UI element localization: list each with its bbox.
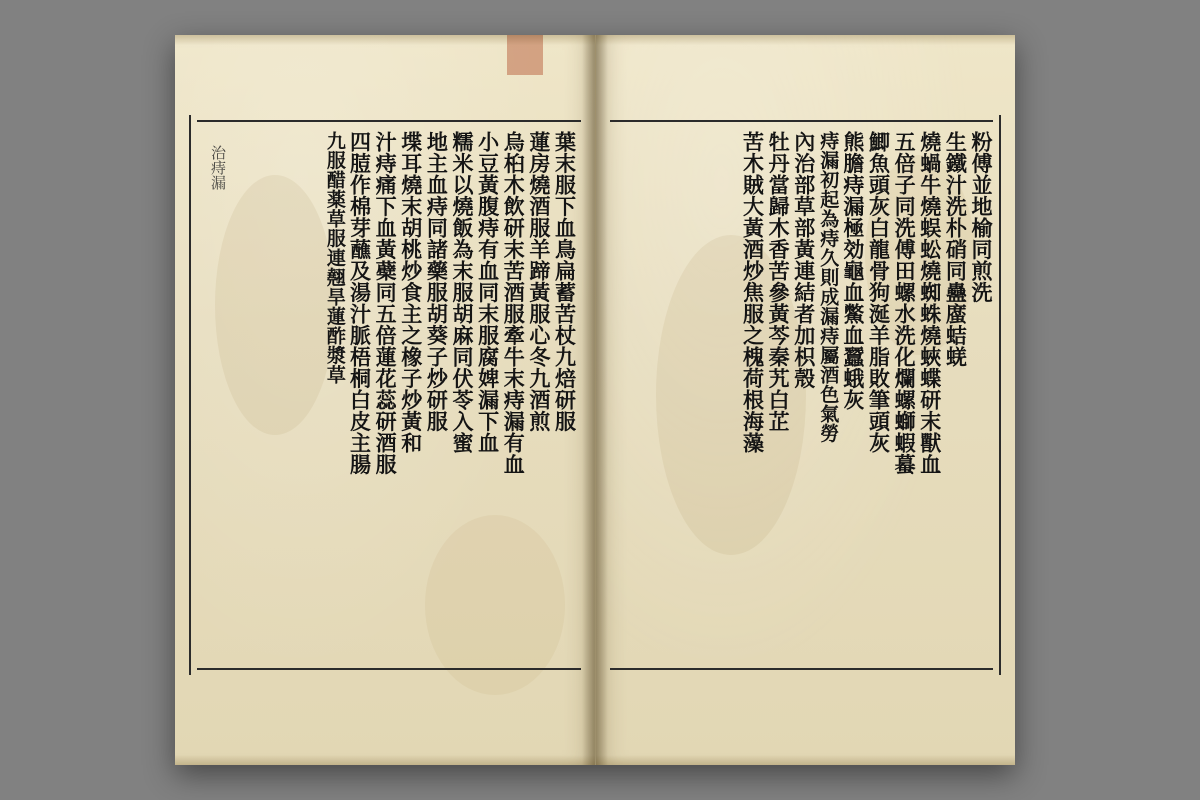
right-page-edge-rule [999,115,1001,675]
text-column: 堞耳燒末胡桃炒食主之橡子炒黃和 [398,131,423,454]
right-page [596,35,1016,765]
text-column: 鯽魚頭灰白龍骨狗涎羊脂敗筆頭灰 [866,131,891,454]
page-edge-top [596,35,1016,45]
text-column: 蓮房燒酒服羊蹄黃服心冬九酒煎 [526,131,551,432]
text-column: 烏桕木飲研末苦酒服牽牛末痔漏有血 [501,131,526,475]
right-text-columns [622,131,994,661]
left-text-columns [205,131,577,661]
text-column: 糯米以燒飯為末服胡麻同伏苓入蜜 [450,131,474,454]
text-column: 四䐍作棉芽蘸及湯汁脈梧桐白皮主腸 [347,131,372,475]
left-page-edge-rule [189,115,191,675]
text-column: 苦木賊大黃酒炒焦服之槐荷根海藻 [740,131,765,454]
text-column: 燒蝸牛燒蜈蚣燒蜘蛛燒蛺蝶研末獸血 [917,131,942,475]
red-seal-icon [507,35,543,75]
text-column: 熊膽痔漏極効龜血鱉血蠶蛾灰 [840,131,865,411]
text-column: 內治部草部黃連結者加枳殼 [791,131,816,389]
left-margin-note: 治痔漏 [209,145,227,190]
text-column: 牡丹當歸木香苦參黃芩秦艽白芷 [766,131,791,432]
page-edge-bottom [175,755,595,765]
text-column: 地主血痔同諸藥服胡葵子炒研服 [424,131,449,432]
text-column: 汁痔痛下血黃蘗同五倍蓮花蕊研酒服 [373,131,398,475]
text-column: 粉傅並地榆同煎洗 [969,131,993,303]
text-column: 小豆黃腹痔有血同末服腐婢漏下血 [475,131,500,454]
book-spread [175,35,1015,765]
left-page [175,35,596,765]
text-column: 葉末服下血鳥扁蓄苦杖九焙研服 [552,131,577,432]
text-column-commentary: 痔漏初起為痔久則成漏痔屬酒色氣勞 [817,131,840,443]
page-edge-bottom [596,755,1016,765]
text-column: 五倍子同洗傅田螺水洗化爛螺螄蝦蟇 [892,131,917,475]
text-column: 九服醋薬草服連翹旱蓮酢漿草 [323,131,346,385]
text-column: 生鐵汁洗朴硝同蠱䗪蛣蜣 [943,131,968,368]
